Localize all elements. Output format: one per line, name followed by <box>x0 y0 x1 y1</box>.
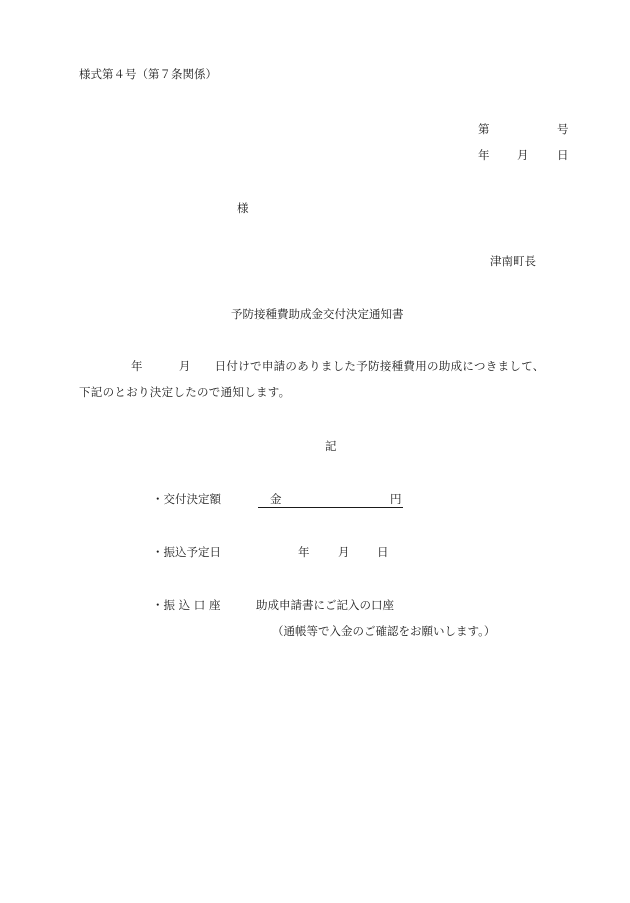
account-label: ・振 込 口 座 <box>152 598 221 612</box>
body-text-line2: 下記のとおり決定したので通知します。 <box>79 385 291 399</box>
transfer-year-label: 年 <box>298 545 310 559</box>
account-value: 助成申請書にご記入の口座 <box>256 598 394 612</box>
date-year-label: 年 <box>478 148 490 162</box>
amount-yen: 円 <box>390 492 402 506</box>
ki-heading: 記 <box>325 439 337 453</box>
body-year-label: 年 <box>131 359 143 373</box>
reference-dai: 第 <box>478 122 490 136</box>
date-month-label: 月 <box>517 148 529 162</box>
body-paragraph <box>79 353 594 405</box>
document-title: 予防接種費助成金交付決定通知書 <box>231 307 404 321</box>
body-month-label: 月 <box>178 359 191 373</box>
amount-label: ・交付決定額 <box>152 492 221 506</box>
account-note: （通帳等で入金のご確認をお願いします。） <box>272 624 496 638</box>
transfer-month-label: 月 <box>338 545 350 559</box>
issuer-name: 津南町長 <box>490 254 536 268</box>
form-number: 様式第４号（第７条関係） <box>79 67 217 81</box>
date-day-label: 日 <box>557 148 569 162</box>
body-text-line1: 日付けで申請のありました予防接種費用の助成につきまして、 <box>214 359 545 373</box>
transfer-day-label: 日 <box>377 545 389 559</box>
transfer-date-label: ・振込予定日 <box>152 545 221 559</box>
recipient-sama: 様 <box>237 201 249 215</box>
amount-kin: 金 <box>270 492 282 506</box>
reference-go: 号 <box>557 122 569 136</box>
